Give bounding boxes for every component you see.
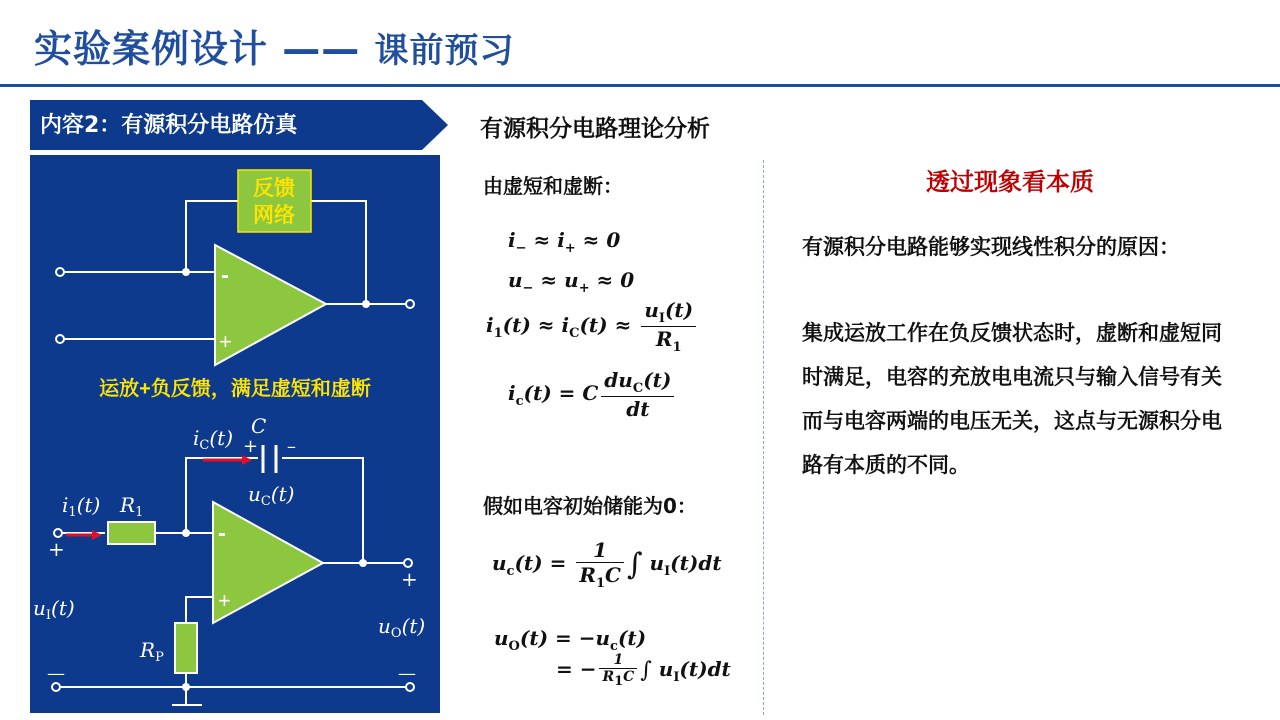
title-sub: 课前预习 [374,31,515,71]
column-divider [763,160,764,715]
title-dash: —— [282,27,361,71]
i1-label: $i_1(t)$ [62,493,101,520]
circuit-panel [30,155,440,713]
uc-label: $u_C(t)$ [248,482,295,509]
formula-i1: $i_1(t) \approx i_C(t)$ ≈ $\frac{u_I(t)}{R_1}$ [486,298,699,355]
output-minus: — [398,663,416,684]
opamp-top-minus: - [221,262,229,289]
feedback-label-1: 反馈 [253,177,295,200]
opamp-bottom-plus: + [218,588,231,613]
opamp-top-plus: + [219,329,232,354]
uo-label: $u_O(t)$ [378,614,426,641]
r1-label: $R_1$ [120,493,144,520]
feedback-label-2: 网络 [253,204,295,227]
banner-text: 内容2：有源积分电路仿真 [40,113,298,138]
analysis-label-2: 假如电容初始储能为0： [483,494,697,518]
title-divider [0,84,1280,87]
opamp-bottom-minus: - [218,520,226,547]
insight-title: 透过现象看本质 [926,168,1094,196]
formula-ic: $i_c(t) = C$ $\frac{du_C(t)}{dt}$ [508,368,677,421]
slide-title [34,18,514,73]
formula-voltage: $u_- \approx u_+ \approx 0$ [508,268,635,296]
ui-label: $u_I(t)$ [33,596,75,623]
formula-uo-2: = − $\frac{1}{R_1C}$ ∫ $u_I(t)dt$ [556,652,731,689]
input-plus: + [48,537,65,561]
rp-label: $R_P$ [140,638,164,665]
formula-uo-1: $u_O(t) = -u_c(t)$ [494,626,647,654]
insight-paragraph-2: 集成运放工作在负反馈状态时，虚断和虚短同时满足，电容的充放电电流只与输入信号有关而与电容两端的电压无关，这点与无源积分电路有本质的不同。 [802,321,1222,477]
analysis-title: 有源积分电路理论分析 [480,116,710,142]
circuit-diagram [30,155,440,713]
resistor-rp [175,623,197,673]
title-main: 实验案例设计 [34,27,269,71]
resistor-r1 [108,522,155,544]
ic-label: $i_C(t)$ [193,426,234,453]
analysis-label-1: 由虚短和虚断： [483,174,623,198]
cap-plus: + [243,436,259,457]
cap-label: C [251,414,267,438]
cap-minus: – [287,436,296,457]
insight-paragraph-1: 有源积分电路能够实现线性积分的原因： [802,235,1180,259]
output-plus: + [401,567,418,591]
formula-current: $i_- \approx i_+ \approx 0$ [508,228,621,256]
input-minus: — [47,663,65,684]
circuit-caption: 运放+负反馈，满足虚短和虚断 [99,378,371,400]
formula-uc: $u_c(t)$ = $\frac{1}{R_1C}$ ∫ $u_I(t)dt$ [492,538,722,591]
